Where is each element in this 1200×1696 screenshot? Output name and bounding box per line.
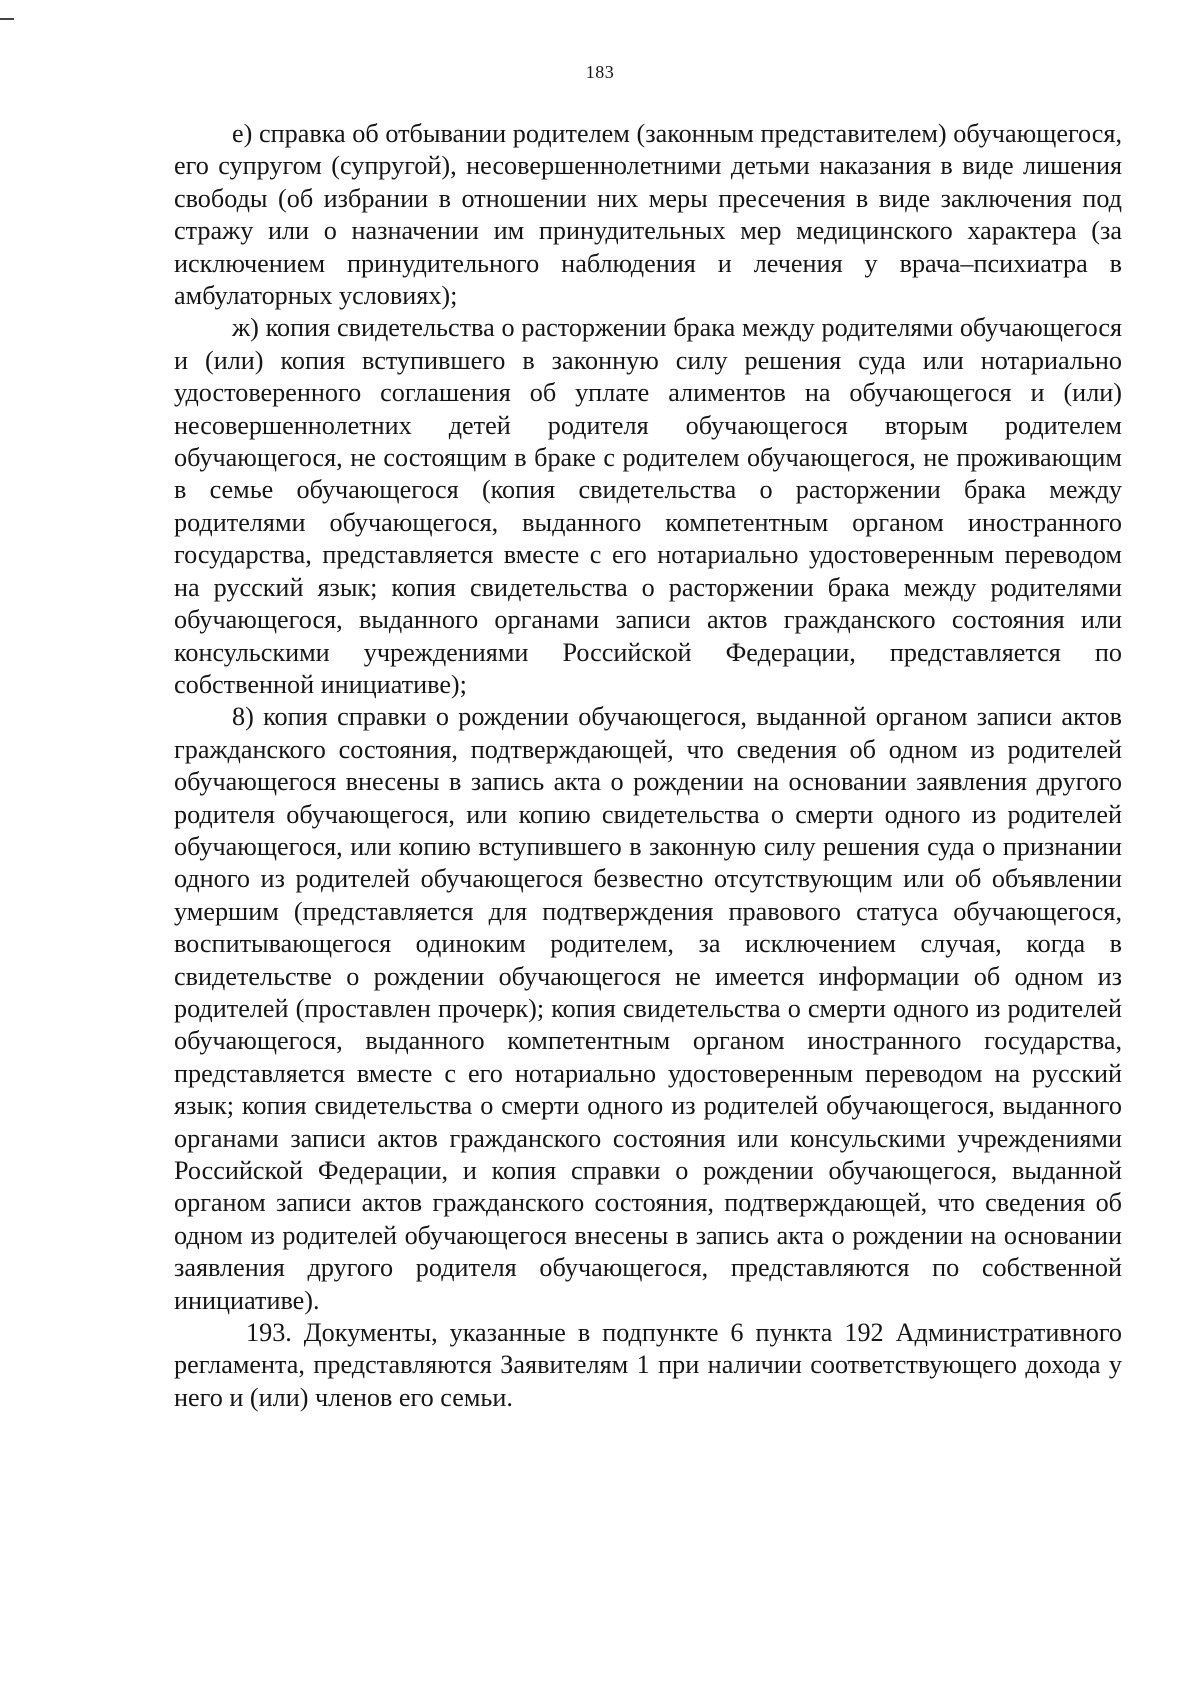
- paragraph-8-birth-certificate: 8) копия справки о рождении обучающегося, выданной органом записи актов гражданского состояния, подтверждающей, что сведения об одном из родителей обучающегося внесены в запись акта о рождении на основании заявления другого родителя обучающегося, или копию свидетельства о смерти одного из родителей обучающегося, или копию вступившего в законную силу решения суда о признании одного из родителей обучающегося безвестно отсутствующим или об объявлении умершим (представляется для подтверждения правового статуса обучающегося, воспитывающегося одиноким родителем, за исключением случая, когда в свидетельстве о рождении обучающегося не имеется информации об одном из родителей (проставлен прочерк); копия свидетельства о смерти одного из родителей обучающегося, выданного компетентным органом иностранного государства, представляется вместе с его нотариально удостоверенным переводом на русский язык; копия свидетельства о смерти одного из родителей обучающегося, выданного органами записи актов гражданского состояния или консульскими учреждениями Российской Федерации, и копия справки о рождении обучающегося, выданной органом записи актов гражданского состояния, подтверждающей, что сведения об одном из родителей обучающегося внесены в запись акта о рождении на основании заявления другого родителя обучающегося, представляются по собственной инициативе).: [174, 702, 1122, 1315]
- scan-corner-mark: [0, 18, 14, 20]
- paragraph-193-documents: 193. Документы, указанные в подпункте 6 пункта 192 Административного регламента, представляются Заявителям 1 при наличии соответствующего дохода у него и (или) членов его семьи.: [174, 1318, 1122, 1412]
- page-number: 183: [585, 62, 615, 82]
- document-body: [174, 118, 1122, 1414]
- paragraph-zh-divorce-certificate: ж) копия свидетельства о расторжении брака между родителями обучающегося и (или) копия вступившего в законную силу решения суда или нотариально удостоверенного соглашения об уплате алиментов на обучающегося и (или) несовершеннолетних детей родителя обучающегося вторым родителем обучающегося, не состоящим в браке с родителем обучающегося, не проживающим в семье обучающегося (копия свидетельства о расторжении брака между родителями обучающегося, выданного компетентным органом иностранного государства, представляется вместе с его нотариально удостоверенным переводом на русский язык; копия свидетельства о расторжении брака между родителями обучающегося, выданного органами записи актов гражданского состояния или консульскими учреждениями Российской Федерации, представляется по собственной инициативе);: [174, 313, 1122, 699]
- paragraph-e-certificate: е) справка об отбывании родителем (законным представителем) обучающегося, его супругом (супругой), несовершеннолетними детьми наказания в виде лишения свободы (об избрании в отношении них меры пресечения в виде заключения под стражу или о назначении им принудительных мер медицинского характера (за исключением принудительного наблюдения и лечения у врача–психиатра в амбулаторных условиях);: [174, 119, 1122, 311]
